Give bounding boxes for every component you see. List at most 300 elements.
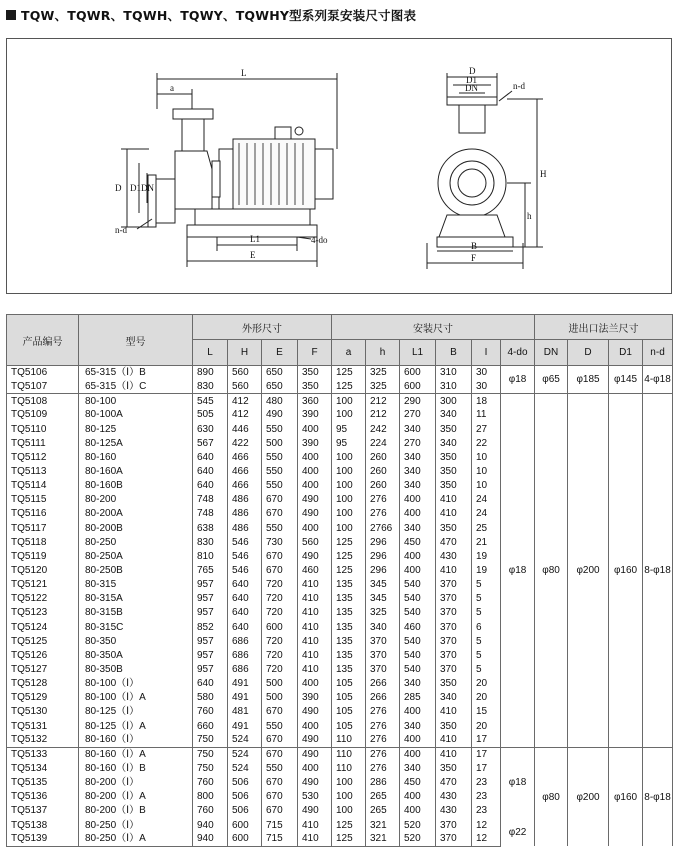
value-cell: 350: [436, 479, 472, 493]
value-cell: 750: [193, 733, 228, 747]
value-cell: 370: [436, 620, 472, 634]
value-cell: 110: [332, 733, 366, 747]
value-cell: 550: [262, 422, 298, 436]
value-cell: 135: [332, 592, 366, 606]
value-cell: 260: [366, 479, 400, 493]
value-cell: 800: [193, 790, 228, 804]
col-subheader: H: [228, 340, 262, 366]
model-cell: 80-125（Ⅰ）: [79, 705, 193, 719]
value-cell: 446: [228, 422, 262, 436]
value-cell: 105: [332, 691, 366, 705]
model-cell: 80-250: [79, 535, 193, 549]
flange-4do-cell: φ18: [501, 394, 535, 748]
value-cell: 524: [228, 761, 262, 775]
dim-D-label: D: [115, 183, 122, 193]
col-subheader: h: [366, 340, 400, 366]
value-cell: 466: [228, 450, 262, 464]
value-cell: 23: [472, 804, 501, 818]
dim-a-label: a: [170, 83, 174, 93]
value-cell: 23: [472, 776, 501, 790]
value-cell: 750: [193, 747, 228, 761]
value-cell: 265: [366, 790, 400, 804]
product-code-cell: TQ5133: [7, 747, 79, 761]
value-cell: 100: [332, 790, 366, 804]
value-cell: 430: [436, 804, 472, 818]
value-cell: 100: [332, 394, 366, 408]
value-cell: 670: [262, 705, 298, 719]
value-cell: 10: [472, 479, 501, 493]
product-code-cell: TQ5117: [7, 521, 79, 535]
value-cell: 19: [472, 549, 501, 563]
product-code-cell: TQ5137: [7, 804, 79, 818]
product-code-cell: TQ5111: [7, 436, 79, 450]
value-cell: 2766: [366, 521, 400, 535]
product-code-cell: TQ5134: [7, 761, 79, 775]
model-cell: 80-160B: [79, 479, 193, 493]
value-cell: 765: [193, 563, 228, 577]
product-code-cell: TQ5135: [7, 776, 79, 790]
value-cell: 5: [472, 634, 501, 648]
value-cell: 540: [400, 606, 436, 620]
value-cell: 450: [400, 776, 436, 790]
value-cell: 550: [262, 479, 298, 493]
value-cell: 390: [298, 436, 332, 450]
dim-L1-label: L1: [250, 234, 260, 244]
value-cell: 400: [400, 790, 436, 804]
value-cell: 400: [400, 705, 436, 719]
product-code-cell: TQ5132: [7, 733, 79, 747]
col-header-model: 型号: [79, 315, 193, 366]
value-cell: 650: [262, 366, 298, 380]
value-cell: 715: [262, 818, 298, 832]
model-cell: 80-125（Ⅰ）A: [79, 719, 193, 733]
value-cell: 540: [400, 662, 436, 676]
col-header-outline: 外形尺寸: [193, 315, 332, 340]
value-cell: 490: [298, 493, 332, 507]
value-cell: 400: [400, 747, 436, 761]
value-cell: 524: [228, 733, 262, 747]
value-cell: 370: [436, 832, 472, 846]
value-cell: 370: [436, 818, 472, 832]
value-cell: 400: [298, 422, 332, 436]
model-cell: 80-200: [79, 493, 193, 507]
end-D1-label: D1: [466, 75, 477, 85]
model-cell: 80-100（Ⅰ）A: [79, 691, 193, 705]
value-cell: 300: [436, 394, 472, 408]
value-cell: 640: [228, 606, 262, 620]
value-cell: 506: [228, 804, 262, 818]
value-cell: 345: [366, 578, 400, 592]
value-cell: 410: [436, 507, 472, 521]
value-cell: 810: [193, 549, 228, 563]
value-cell: 410: [298, 832, 332, 846]
value-cell: 5: [472, 592, 501, 606]
flange-nd-cell: 8-φ18: [643, 747, 673, 846]
value-cell: 486: [228, 507, 262, 521]
value-cell: 640: [193, 677, 228, 691]
value-cell: 30: [472, 380, 501, 394]
value-cell: 400: [298, 761, 332, 775]
dim-4do-label: 4-do: [311, 235, 328, 245]
value-cell: 720: [262, 662, 298, 676]
value-cell: 540: [400, 648, 436, 662]
value-cell: 660: [193, 719, 228, 733]
value-cell: 270: [400, 436, 436, 450]
flange-d-cell: φ185: [568, 366, 609, 394]
value-cell: 400: [400, 733, 436, 747]
value-cell: 686: [228, 662, 262, 676]
value-cell: 450: [400, 535, 436, 549]
value-cell: 11: [472, 408, 501, 422]
value-cell: 546: [228, 549, 262, 563]
value-cell: 422: [228, 436, 262, 450]
value-cell: 560: [228, 366, 262, 380]
value-cell: 276: [366, 761, 400, 775]
value-cell: 490: [298, 776, 332, 790]
value-cell: 135: [332, 620, 366, 634]
value-cell: 640: [228, 592, 262, 606]
value-cell: 670: [262, 549, 298, 563]
value-cell: 296: [366, 535, 400, 549]
value-cell: 321: [366, 832, 400, 846]
value-cell: 276: [366, 493, 400, 507]
product-code-cell: TQ5115: [7, 493, 79, 507]
value-cell: 540: [400, 578, 436, 592]
value-cell: 490: [298, 549, 332, 563]
value-cell: 400: [400, 507, 436, 521]
value-cell: 370: [436, 578, 472, 592]
col-subheader: B: [436, 340, 472, 366]
value-cell: 340: [400, 677, 436, 691]
value-cell: 410: [298, 592, 332, 606]
col-subheader: n-d: [643, 340, 673, 366]
value-cell: 410: [436, 733, 472, 747]
value-cell: 957: [193, 606, 228, 620]
value-cell: 370: [366, 634, 400, 648]
value-cell: 10: [472, 450, 501, 464]
value-cell: 670: [262, 733, 298, 747]
value-cell: 5: [472, 606, 501, 620]
table-body: [7, 366, 673, 847]
value-cell: 340: [400, 521, 436, 535]
value-cell: 100: [332, 493, 366, 507]
title-square-icon: [6, 10, 16, 20]
value-cell: 350: [436, 464, 472, 478]
end-H-label: H: [540, 169, 547, 179]
value-cell: 540: [400, 592, 436, 606]
value-cell: 550: [262, 464, 298, 478]
value-cell: 340: [400, 719, 436, 733]
value-cell: 580: [193, 691, 228, 705]
value-cell: 545: [193, 394, 228, 408]
value-cell: 400: [298, 479, 332, 493]
value-cell: 412: [228, 408, 262, 422]
value-cell: 350: [436, 450, 472, 464]
value-cell: 957: [193, 578, 228, 592]
product-code-cell: TQ5109: [7, 408, 79, 422]
value-cell: 750: [193, 761, 228, 775]
value-cell: 410: [436, 563, 472, 577]
value-cell: 325: [366, 380, 400, 394]
flange-d-cell: φ200: [568, 747, 609, 846]
value-cell: 370: [436, 606, 472, 620]
value-cell: 20: [472, 691, 501, 705]
col-subheader: D: [568, 340, 609, 366]
dim-E-label: E: [250, 250, 256, 260]
value-cell: 125: [332, 563, 366, 577]
flange-4do-cell: φ22: [501, 818, 535, 846]
value-cell: 296: [366, 549, 400, 563]
value-cell: 212: [366, 394, 400, 408]
value-cell: 524: [228, 747, 262, 761]
value-cell: 370: [436, 592, 472, 606]
value-cell: 491: [228, 719, 262, 733]
product-code-cell: TQ5136: [7, 790, 79, 804]
value-cell: 135: [332, 634, 366, 648]
value-cell: 410: [298, 648, 332, 662]
value-cell: 22: [472, 436, 501, 450]
value-cell: 105: [332, 719, 366, 733]
value-cell: 491: [228, 677, 262, 691]
col-header-code: 产品编号: [7, 315, 79, 366]
model-cell: 80-200B: [79, 521, 193, 535]
model-cell: 80-200（Ⅰ）A: [79, 790, 193, 804]
value-cell: 480: [262, 394, 298, 408]
value-cell: 340: [436, 408, 472, 422]
value-cell: 350: [436, 422, 472, 436]
model-cell: 80-200A: [79, 507, 193, 521]
value-cell: 720: [262, 648, 298, 662]
value-cell: 410: [298, 620, 332, 634]
value-cell: 135: [332, 662, 366, 676]
value-cell: 100: [332, 408, 366, 422]
value-cell: 550: [262, 761, 298, 775]
product-code-cell: TQ5139: [7, 832, 79, 846]
value-cell: 550: [262, 450, 298, 464]
col-subheader: L: [193, 340, 228, 366]
model-cell: 80-250（Ⅰ）A: [79, 832, 193, 846]
model-cell: 80-250（Ⅰ）: [79, 818, 193, 832]
value-cell: 890: [193, 366, 228, 380]
product-code-cell: TQ5122: [7, 592, 79, 606]
value-cell: 720: [262, 634, 298, 648]
flange-dn-cell: φ80: [535, 747, 568, 846]
table-row: [7, 366, 673, 380]
end-B-label: B: [471, 241, 478, 251]
value-cell: 370: [436, 662, 472, 676]
product-code-cell: TQ5126: [7, 648, 79, 662]
value-cell: 640: [193, 450, 228, 464]
model-cell: 80-200（Ⅰ）B: [79, 804, 193, 818]
value-cell: 100: [332, 507, 366, 521]
value-cell: 410: [298, 606, 332, 620]
value-cell: 296: [366, 563, 400, 577]
value-cell: 490: [298, 747, 332, 761]
product-code-cell: TQ5128: [7, 677, 79, 691]
product-code-cell: TQ5110: [7, 422, 79, 436]
dim-DN-label: DN: [141, 183, 154, 193]
product-code-cell: TQ5121: [7, 578, 79, 592]
value-cell: 100: [332, 450, 366, 464]
value-cell: 686: [228, 648, 262, 662]
col-subheader: I: [472, 340, 501, 366]
value-cell: 720: [262, 578, 298, 592]
value-cell: 24: [472, 507, 501, 521]
value-cell: 490: [298, 733, 332, 747]
value-cell: 125: [332, 832, 366, 846]
value-cell: 12: [472, 832, 501, 846]
value-cell: 100: [332, 521, 366, 535]
flange-d1-cell: φ145: [609, 366, 643, 394]
value-cell: 350: [436, 761, 472, 775]
value-cell: 550: [262, 521, 298, 535]
col-subheader: D1: [609, 340, 643, 366]
value-cell: 400: [400, 549, 436, 563]
value-cell: 400: [400, 563, 436, 577]
value-cell: 125: [332, 535, 366, 549]
value-cell: 760: [193, 705, 228, 719]
model-cell: 80-160（Ⅰ）B: [79, 761, 193, 775]
value-cell: 266: [366, 691, 400, 705]
value-cell: 125: [332, 366, 366, 380]
col-subheader: L1: [400, 340, 436, 366]
product-code-cell: TQ5120: [7, 563, 79, 577]
value-cell: 266: [366, 677, 400, 691]
value-cell: 110: [332, 747, 366, 761]
col-header-install: 安装尺寸: [332, 315, 535, 340]
table-row: [7, 394, 673, 408]
flange-d1-cell: φ160: [609, 394, 643, 748]
product-code-cell: TQ5138: [7, 818, 79, 832]
value-cell: 350: [436, 521, 472, 535]
value-cell: 224: [366, 436, 400, 450]
model-cell: 80-160（Ⅰ）A: [79, 747, 193, 761]
product-code-cell: TQ5118: [7, 535, 79, 549]
value-cell: 486: [228, 521, 262, 535]
value-cell: 125: [332, 380, 366, 394]
model-cell: 80-250B: [79, 563, 193, 577]
value-cell: 720: [262, 592, 298, 606]
end-D-label: D: [469, 66, 476, 76]
product-code-cell: TQ5114: [7, 479, 79, 493]
value-cell: 24: [472, 493, 501, 507]
value-cell: 670: [262, 563, 298, 577]
value-cell: 466: [228, 464, 262, 478]
value-cell: 400: [298, 719, 332, 733]
value-cell: 6: [472, 620, 501, 634]
product-code-cell: TQ5119: [7, 549, 79, 563]
value-cell: 370: [436, 648, 472, 662]
value-cell: 310: [436, 380, 472, 394]
value-cell: 640: [228, 620, 262, 634]
value-cell: 830: [193, 535, 228, 549]
model-cell: 80-100: [79, 394, 193, 408]
value-cell: 340: [366, 620, 400, 634]
value-cell: 430: [436, 790, 472, 804]
value-cell: 506: [228, 790, 262, 804]
model-cell: 80-315C: [79, 620, 193, 634]
value-cell: 400: [298, 450, 332, 464]
drawing-canvas: [7, 39, 671, 293]
model-cell: 80-200（Ⅰ）: [79, 776, 193, 790]
value-cell: 410: [298, 634, 332, 648]
title-text: TQW、TQWR、TQWH、TQWY、TQWHY型系列泵安装尺寸图表: [21, 8, 417, 23]
value-cell: 23: [472, 790, 501, 804]
value-cell: 100: [332, 776, 366, 790]
product-code-cell: TQ5107: [7, 380, 79, 394]
value-cell: 670: [262, 493, 298, 507]
value-cell: 310: [436, 366, 472, 380]
product-code-cell: TQ5127: [7, 662, 79, 676]
value-cell: 830: [193, 380, 228, 394]
value-cell: 370: [366, 662, 400, 676]
model-cell: 80-315B: [79, 606, 193, 620]
value-cell: 276: [366, 733, 400, 747]
value-cell: 500: [262, 436, 298, 450]
col-subheader: a: [332, 340, 366, 366]
value-cell: 748: [193, 493, 228, 507]
value-cell: 17: [472, 747, 501, 761]
end-DN-label: DN: [465, 83, 478, 93]
value-cell: 560: [298, 535, 332, 549]
value-cell: 400: [298, 464, 332, 478]
value-cell: 400: [298, 521, 332, 535]
value-cell: 640: [228, 578, 262, 592]
model-cell: 80-350A: [79, 648, 193, 662]
model-cell: 80-250A: [79, 549, 193, 563]
value-cell: 360: [298, 394, 332, 408]
dim-D1-label: D1: [130, 183, 141, 193]
value-cell: 638: [193, 521, 228, 535]
value-cell: 486: [228, 493, 262, 507]
value-cell: 20: [472, 719, 501, 733]
flange-d-cell: φ200: [568, 394, 609, 748]
value-cell: 490: [298, 804, 332, 818]
value-cell: 390: [298, 691, 332, 705]
value-cell: 600: [400, 366, 436, 380]
value-cell: 506: [228, 776, 262, 790]
value-cell: 5: [472, 648, 501, 662]
value-cell: 135: [332, 648, 366, 662]
value-cell: 17: [472, 761, 501, 775]
value-cell: 470: [436, 535, 472, 549]
value-cell: 500: [262, 691, 298, 705]
end-F-label: F: [471, 253, 477, 263]
model-cell: 80-350B: [79, 662, 193, 676]
value-cell: 242: [366, 422, 400, 436]
value-cell: 957: [193, 592, 228, 606]
value-cell: 546: [228, 535, 262, 549]
value-cell: 270: [400, 408, 436, 422]
flange-dn-cell: φ65: [535, 366, 568, 394]
value-cell: 412: [228, 394, 262, 408]
value-cell: 350: [298, 380, 332, 394]
col-subheader: 4-do: [501, 340, 535, 366]
value-cell: 546: [228, 563, 262, 577]
dim-nd-label: n-d: [115, 225, 127, 235]
value-cell: 490: [298, 507, 332, 521]
value-cell: 686: [228, 634, 262, 648]
value-cell: 276: [366, 747, 400, 761]
value-cell: 340: [400, 761, 436, 775]
end-nd-label: n-d: [513, 81, 525, 91]
value-cell: 370: [436, 634, 472, 648]
value-cell: 550: [262, 719, 298, 733]
value-cell: 325: [366, 606, 400, 620]
model-cell: 80-350: [79, 634, 193, 648]
value-cell: 670: [262, 507, 298, 521]
value-cell: 760: [193, 776, 228, 790]
